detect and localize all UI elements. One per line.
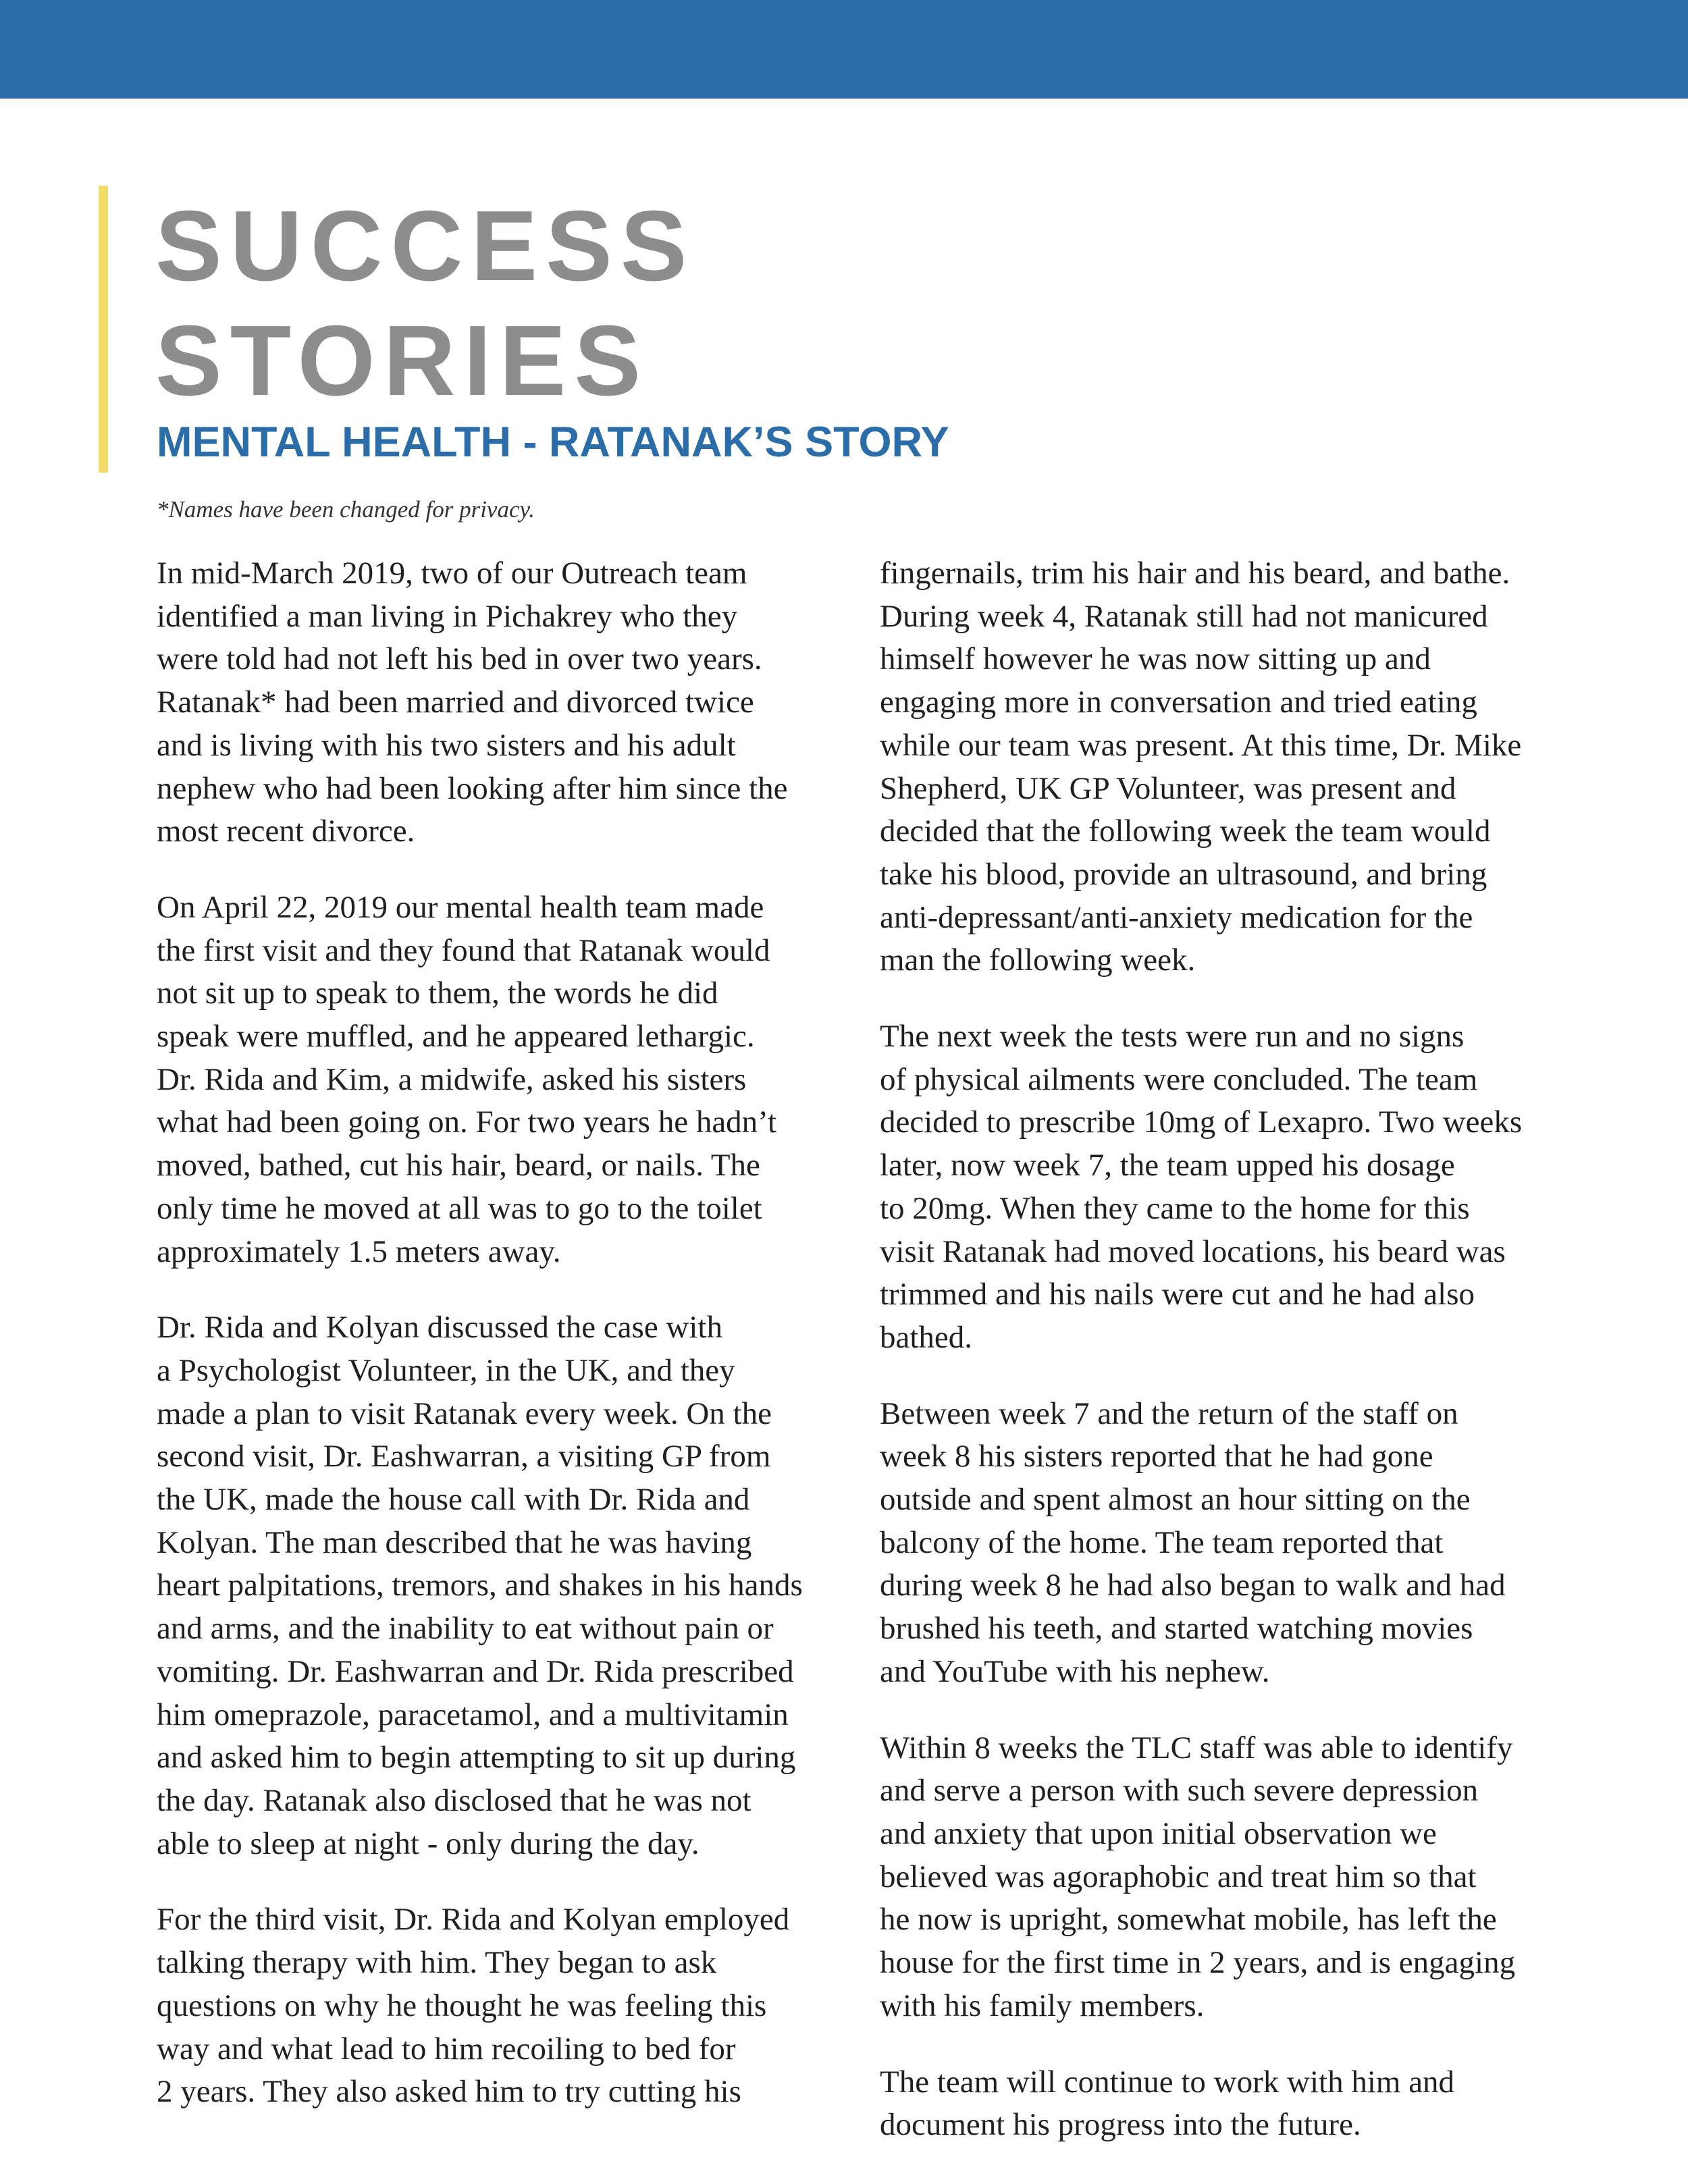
story-line: and is living with his two sisters and his adult [157,727,736,763]
story-right-column [880,552,1589,2180]
story-line: For the third visit, Dr. Rida and Kolyan employed [157,1902,790,1938]
story-line: decided to prescribe 10mg of Lexapro. Two weeks [880,1104,1523,1140]
story-line: of physical ailments were concluded. The team [880,1061,1478,1097]
story-line: nephew who had been looking after him since the [157,770,788,806]
header-color-band [0,0,1688,99]
title-accent-bar [99,186,108,473]
story-paragraph [880,552,1589,982]
story-line: anti-depressant/anti-anxiety medication for the [880,899,1473,935]
story-line: able to sleep at night - only during the day. [157,1826,700,1861]
page-title [155,189,695,419]
story-line: with his family members. [880,1988,1205,2023]
story-line: the day. Ratanak also disclosed that he was not [157,1782,751,1818]
story-paragraph [880,1727,1589,2028]
story-line: the first visit and they found that Ratanak would [157,932,770,968]
story-line: later, now week 7, the team upped his dosage [880,1148,1455,1183]
story-paragraph [157,1898,866,2114]
story-line: Within 8 weeks the TLC staff was able to identify [880,1730,1513,1765]
story-line: identified a man living in Pichakrey who they [157,598,738,634]
story-line: The next week the tests were run and no signs [880,1019,1465,1055]
story-line: Shepherd, UK GP Volunteer, was present and [880,770,1456,806]
story-line: bathed. [880,1319,973,1355]
story-line: during week 8 he had also began to walk and had [880,1568,1506,1603]
story-line: On April 22, 2019 our mental health team made [157,889,764,925]
story-line: way and what lead to him recoiling to bed for [157,2031,736,2067]
story-paragraph [157,1306,866,1865]
story-line: heart palpitations, tremors, and shakes in his hands [157,1568,803,1603]
story-line: only time he moved at all was to go to the toilet [157,1190,762,1226]
story-line: Dr. Rida and Kim, a midwife, asked his sisters [157,1061,747,1097]
story-line: man the following week. [880,942,1196,978]
story-line: were told had not left his bed in over two years. [157,641,762,677]
story-line: balcony of the home. The team reported that [880,1524,1444,1560]
story-line: The team will continue to work with him and [880,2064,1455,2100]
story-line: not sit up to speak to them, the words he did [157,976,718,1011]
story-line: questions on why he thought he was feeling this [157,1988,767,2023]
page-title-line-2: STORIES [155,305,649,417]
story-paragraph [880,2061,1589,2147]
story-line: and anxiety that upon initial observation we [880,1815,1437,1851]
story-paragraph [157,886,866,1273]
story-line: approximately 1.5 meters away. [157,1233,561,1269]
story-paragraph [880,1015,1589,1360]
story-line: vomiting. Dr. Eashwarran and Dr. Rida prescribed [157,1653,794,1689]
story-line: and YouTube with his nephew. [880,1653,1270,1689]
story-line: brushed his teeth, and started watching movies [880,1611,1473,1647]
story-line: document his progress into the future. [880,2107,1361,2143]
story-line: engaging more in conversation and tried eating [880,685,1477,720]
story-line: Dr. Rida and Kolyan discussed the case with [157,1310,722,1346]
story-line: outside and spent almost an hour sitting on the [880,1482,1471,1518]
story-line: and asked him to begin attempting to sit up during [157,1740,796,1776]
story-paragraph [157,552,866,853]
story-left-column [157,552,866,2147]
story-line: Ratanak* had been married and divorced twice [157,685,754,720]
story-subtitle: MENTAL HEALTH - RATANAK’S STORY [157,419,949,466]
story-line: the UK, made the house call with Dr. Rida and [157,1482,750,1518]
story-line: visit Ratanak had moved locations, his beard was [880,1233,1506,1269]
story-line: a Psychologist Volunteer, in the UK, and they [157,1352,735,1388]
story-line: himself however he was now sitting up and [880,641,1431,677]
story-line: and arms, and the inability to eat without pain or [157,1611,774,1647]
privacy-note: *Names have been changed for privacy. [157,496,535,523]
story-line: house for the first time in 2 years, and is engaging [880,1945,1516,1981]
story-line: trimmed and his nails were cut and he had also [880,1277,1475,1312]
story-line: week 8 his sisters reported that he had gone [880,1439,1433,1474]
story-line: speak were muffled, and he appeared lethargic. [157,1019,755,1055]
story-line: him omeprazole, paracetamol, and a multivitamin [157,1697,789,1732]
story-line: and serve a person with such severe depression [880,1773,1479,1809]
story-line: Between week 7 and the return of the staff on [880,1395,1458,1431]
story-line: During week 4, Ratanak still had not manicured [880,598,1488,634]
story-line: talking therapy with him. They began to ask [157,1945,717,1981]
story-line: he now is upright, somewhat mobile, has left the [880,1902,1497,1938]
story-paragraph [880,1393,1589,1694]
story-line: what had been going on. For two years he hadn’t [157,1104,777,1140]
story-line: to 20mg. When they came to the home for this [880,1190,1470,1226]
story-line: moved, bathed, cut his hair, beard, or nails. The [157,1148,760,1183]
story-line: 2 years. They also asked him to try cutting his [157,2074,741,2110]
story-line: fingernails, trim his hair and his beard, and bathe. [880,556,1510,591]
story-line: In mid-March 2019, two of our Outreach team [157,556,747,591]
story-line: most recent divorce. [157,814,415,849]
story-line: while our team was present. At this time, Dr. Mike [880,727,1522,763]
story-line: believed was agoraphobic and treat him so that [880,1859,1477,1894]
story-line: made a plan to visit Ratanak every week. On the [157,1395,772,1431]
story-line: Kolyan. The man described that he was having [157,1524,752,1560]
story-line: take his blood, provide an ultrasound, and bring [880,856,1487,892]
story-line: decided that the following week the team would [880,814,1491,849]
story-line: second visit, Dr. Eashwarran, a visiting GP from [157,1439,771,1474]
page-title-line-1: SUCCESS [155,190,695,302]
